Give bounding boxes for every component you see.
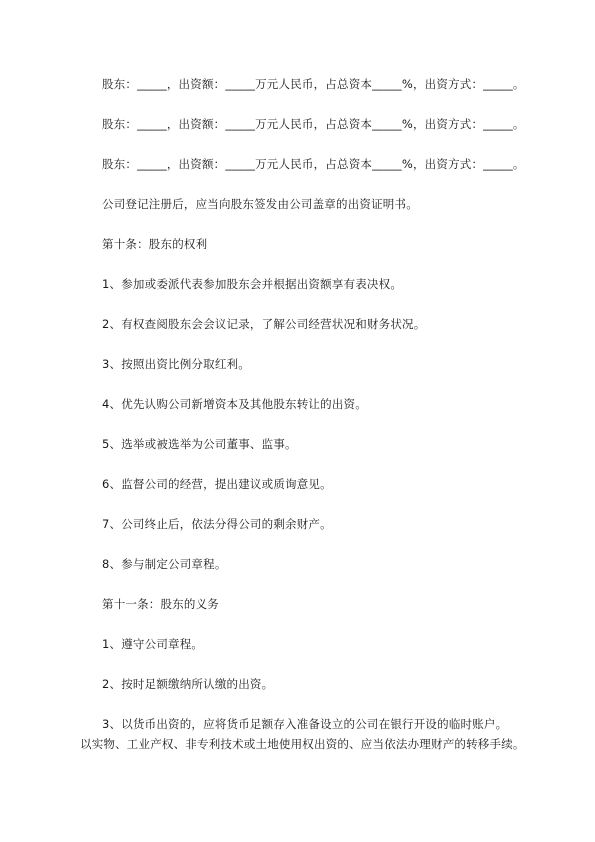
right-item-1: 1、参加或委派代表参加股东会并根据出资额享有表决权。: [102, 277, 403, 291]
right-item-4: 4、优先认购公司新增资本及其他股东转让的出资。: [102, 397, 367, 411]
right-item-7: 7、公司终止后，依法分得公司的剩余财产。: [102, 517, 332, 531]
right-item-8: 8、参与制定公司章程。: [102, 557, 227, 571]
shareholder-line-1: 股东：_____，出资额：_____万元人民币，占总资本_____%，出资方式：_____。: [102, 77, 525, 91]
duty-item-2: 2、按时足额缴纳所认缴的出资。: [102, 677, 274, 691]
duty-item-3-continuation: 以实物、工业产权、非专利技术或土地使用权出资的、应当依法办理财产的转移手续。: [80, 737, 525, 751]
shareholder-line-3: 股东：_____，出资额：_____万元人民币，占总资本_____%，出资方式：_____。: [102, 157, 525, 171]
right-item-5: 5、选举或被选举为公司董事、监事。: [102, 437, 297, 451]
article-11-heading: 第十一条：股东的义务: [102, 597, 219, 611]
right-item-3: 3、按照出资比例分取红利。: [102, 357, 250, 371]
article-10-heading: 第十条：股东的权利: [102, 237, 208, 251]
shareholder-line-2: 股东：_____，出资额：_____万元人民币，占总资本_____%，出资方式：_____。: [102, 117, 525, 131]
duty-item-1: 1、遵守公司章程。: [102, 637, 204, 651]
duty-item-3: 3、以货币出资的，应将货币足额存入准备设立的公司在银行开设的临时账户。: [102, 717, 508, 731]
right-item-2: 2、有权查阅股东会会议记录，了解公司经营状况和财务状况。: [102, 317, 426, 331]
paragraph-certificate: 公司登记注册后，应当向股东签发由公司盖章的出资证明书。: [102, 197, 418, 211]
right-item-6: 6、监督公司的经营，提出建议或质询意见。: [102, 477, 332, 491]
